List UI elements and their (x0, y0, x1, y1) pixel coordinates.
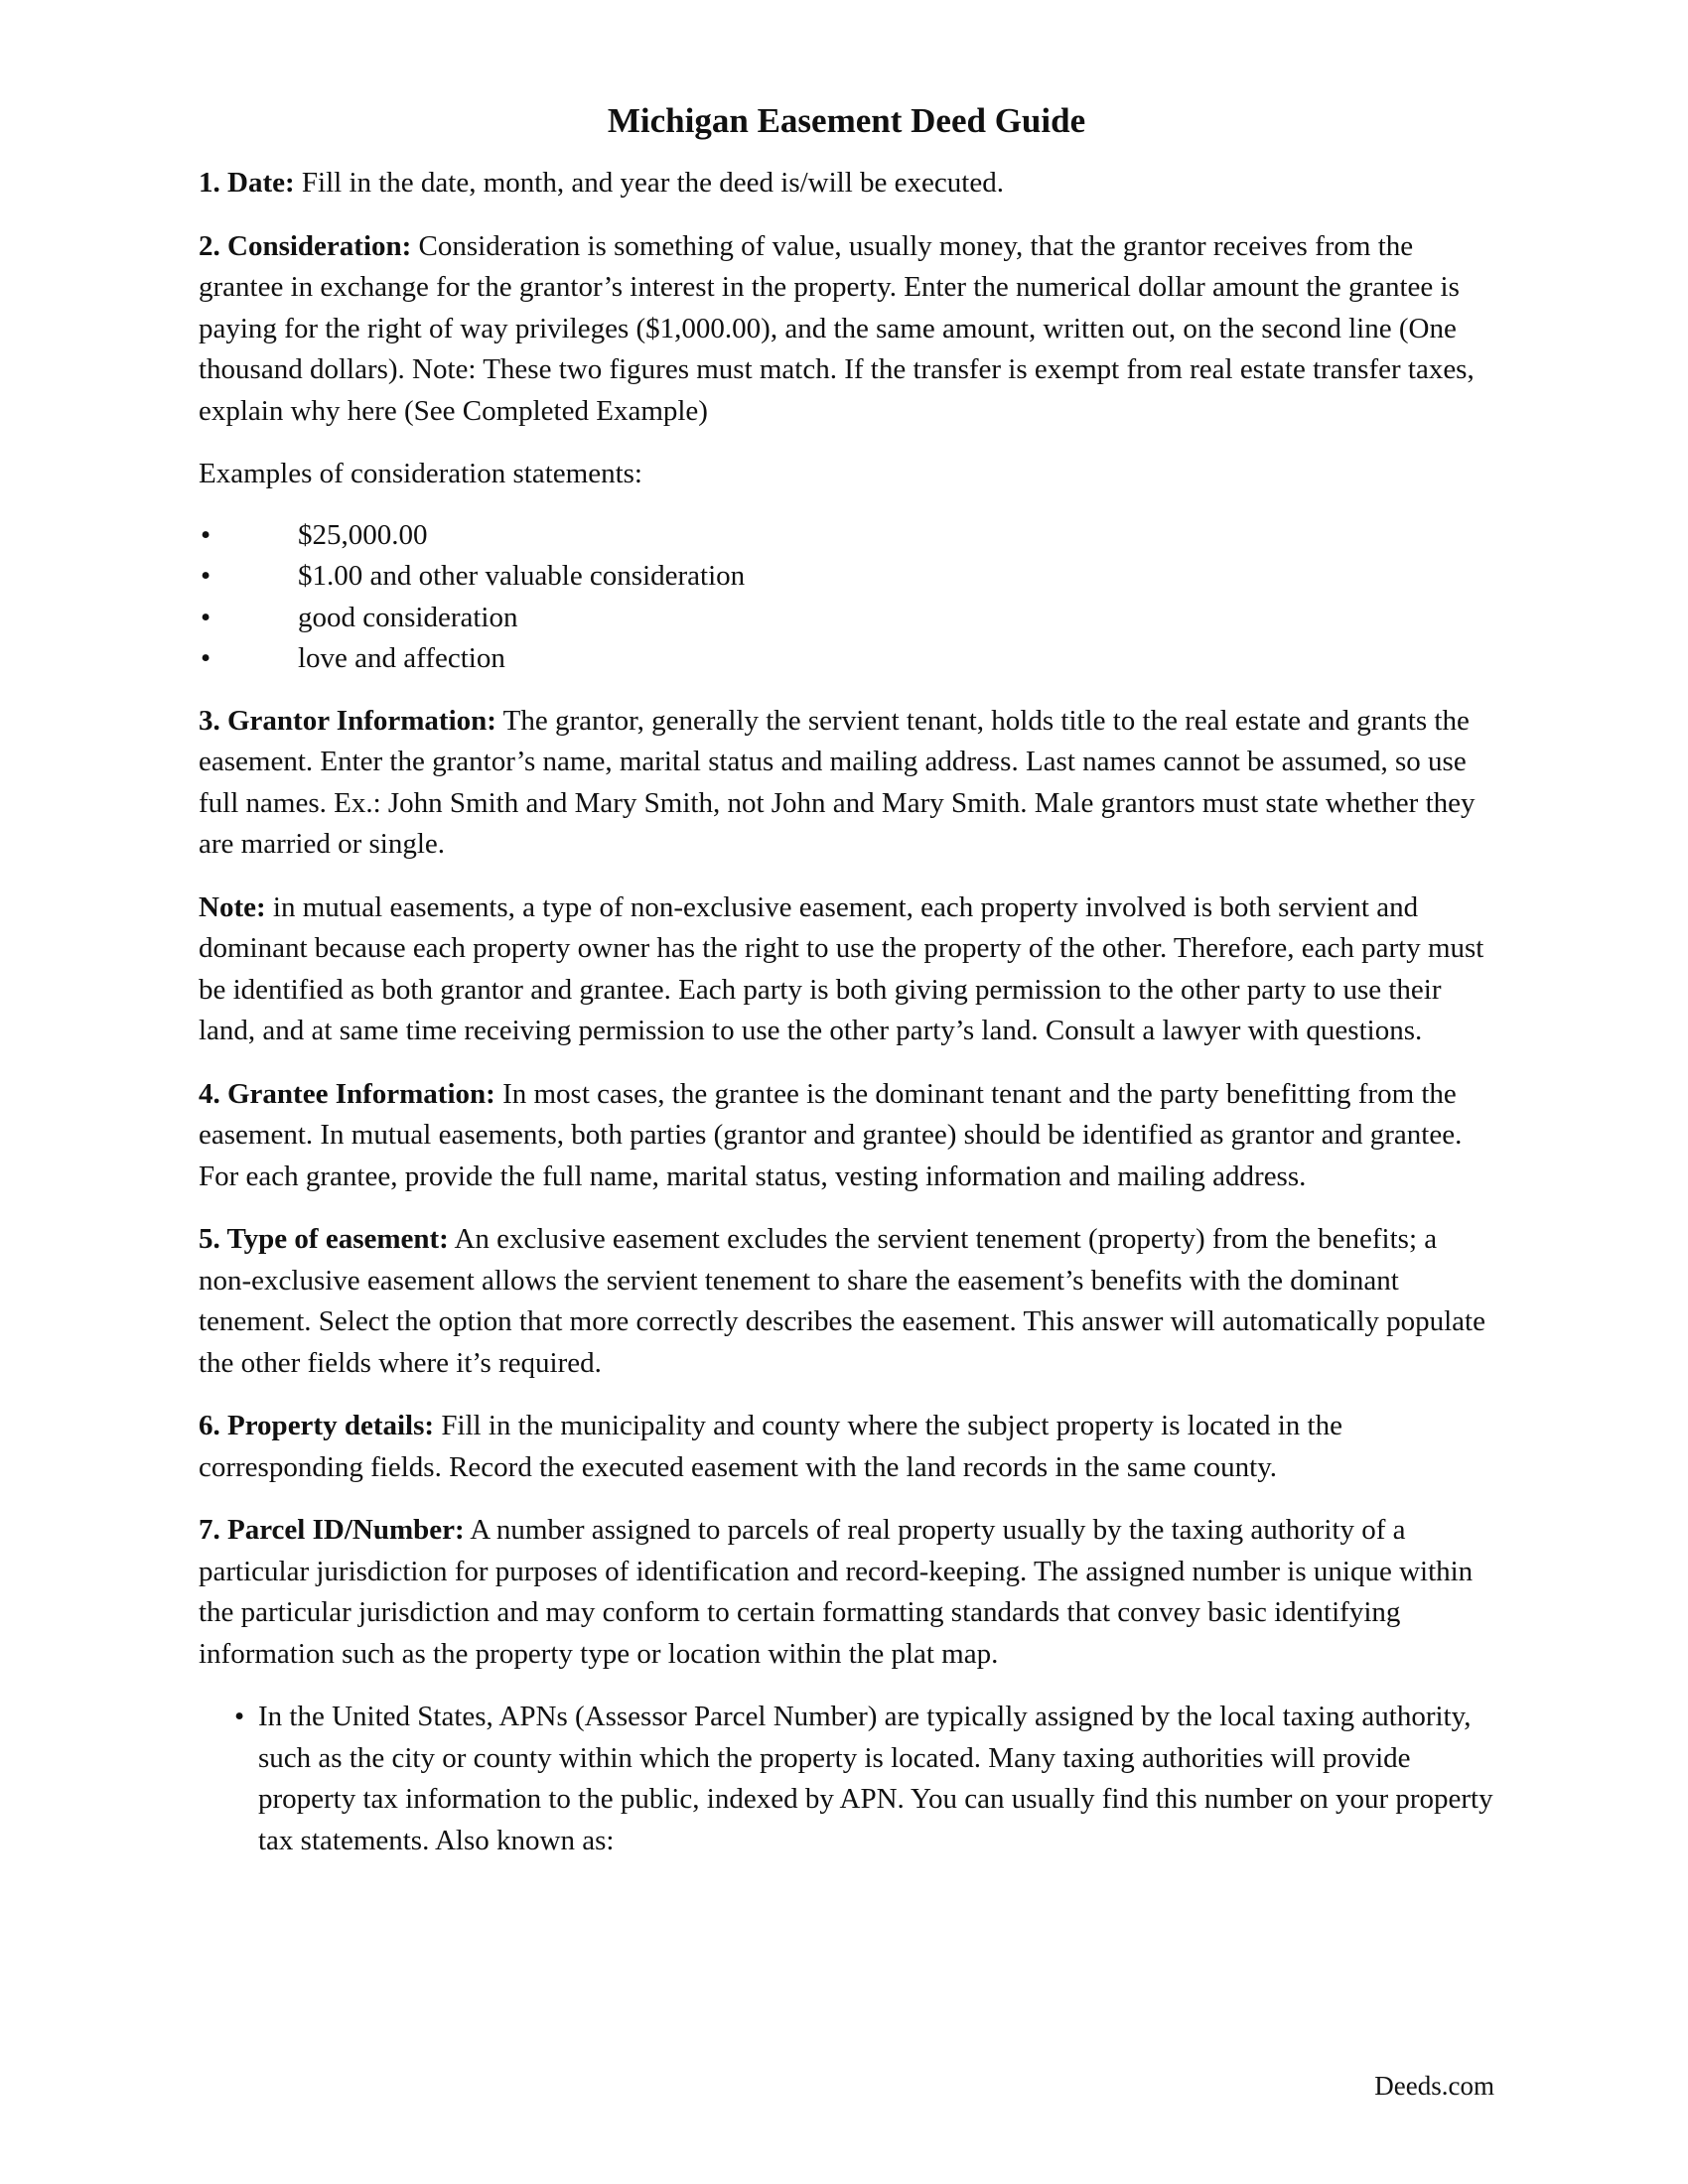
document-body (199, 99, 1494, 1861)
section-grantor (199, 701, 1494, 866)
section-text: A number assigned to parcels of real property usually by the taxing authority of a particular jurisdiction for purposes of identification and record-keeping. The assigned number is unique within the particular jurisdiction and may conform to certain formatting standards that convey basic identifying information such as the property type or location within the plat map. (199, 1514, 1474, 1670)
list-item-text: $1.00 and other valuable consideration (298, 560, 746, 592)
section-label: 3. Grantor Information: (199, 704, 496, 737)
section-parcel-id (199, 1510, 1494, 1675)
section-easement-type (199, 1219, 1494, 1384)
apn-list (199, 1697, 1494, 1861)
bullet-icon: • (201, 560, 211, 592)
section-label: 7. Parcel ID/Number: (199, 1514, 465, 1546)
list-item-text: love and affection (298, 642, 505, 674)
footer-brand: Deeds.com (1374, 2071, 1494, 2101)
section-text: Consideration is something of value, usually money, that the grantor receives from the grantee in exchange for the grantor’s interest in the property. Enter the numerical dollar amount the grantee is paying for the right of way privileges ($1,000.00), and the same amount, written out, on the second line (One thousand dollars). Note: These two figures must match. If the transfer is exempt from real estate transfer taxes, explain why here (See Completed Example) (199, 229, 1475, 427)
bullet-icon: • (201, 642, 211, 674)
list-item-text: good consideration (298, 601, 518, 633)
list-item (199, 598, 1494, 639)
section-text: The grantor, generally the servient tenant, holds title to the real estate and grants the easement. Enter the grantor’s name, marital status and mailing address. Last names cannot be assumed, so use full names. Ex.: John Smith and Mary Smith, not John and Mary Smith. Male grantors must state whether they are married or single. (199, 704, 1476, 860)
section-text: In most cases, the grantee is the dominant tenant and the party benefitting from the easement. In mutual easements, both parties (grantor and grantee) should be identified as grantor and grantee. For each grantee, provide the full name, marital status, vesting information and mailing address. (199, 1077, 1463, 1192)
section-grantee (199, 1074, 1494, 1198)
section-text: An exclusive easement excludes the servient tenement (property) from the benefits; a non-exclusive easement allows the servient tenement to share the easement’s benefits with the dominant tenement. Select the option that more correctly describes the easement. This answer will automatically populate the other fields where it’s required. (199, 1223, 1485, 1379)
section-date (199, 163, 1494, 205)
section-note (199, 887, 1494, 1052)
list-item (199, 515, 1494, 557)
section-label: 6. Property details: (199, 1410, 435, 1441)
section-label: 5. Type of easement: (199, 1223, 449, 1255)
bullet-icon: • (201, 518, 211, 551)
section-text: in mutual easements, a type of non-exclusive easement, each property involved is both servient and dominant because each property owner has the right to use the property of the other. Therefore, each party must be identified as both grantor and grantee. Each party is both giving permission to the other party to use their land, and at same time receiving permission to use the other party’s land. Consult a lawyer with questions. (199, 890, 1484, 1046)
list-item-text: $25,000.00 (298, 518, 428, 551)
list-item (234, 1697, 1494, 1861)
examples-intro: Examples of consideration statements: (199, 458, 642, 489)
list-item (199, 638, 1494, 680)
bullet-icon: • (201, 601, 211, 633)
section-consideration (199, 226, 1494, 433)
section-label: 4. Grantee Information: (199, 1077, 495, 1110)
section-text: Fill in the municipality and county where the subject property is located in the corresponding fields. Record the executed easement with the land records in the same county. (199, 1410, 1342, 1483)
section-label: 2. Consideration: (199, 229, 412, 262)
page-title: Michigan Easement Deed Guide (607, 101, 1086, 140)
consideration-examples-list (199, 515, 1494, 680)
list-item-text: In the United States, APNs (Assessor Parcel Number) are typically assigned by the local taxing authority, such as the city or county within which the property is located. Many taxing authorities will provide property tax information to the public, indexed by APN. You can usually find this number on your property tax statements. Also known as: (258, 1701, 1493, 1856)
section-label: 1. Date: (199, 167, 295, 199)
section-label: Note: (199, 890, 266, 923)
bullet-icon: • (234, 1701, 245, 1732)
section-property-details (199, 1406, 1494, 1488)
section-text: Fill in the date, month, and year the deed is/will be executed. (294, 167, 1004, 199)
list-item (199, 556, 1494, 598)
